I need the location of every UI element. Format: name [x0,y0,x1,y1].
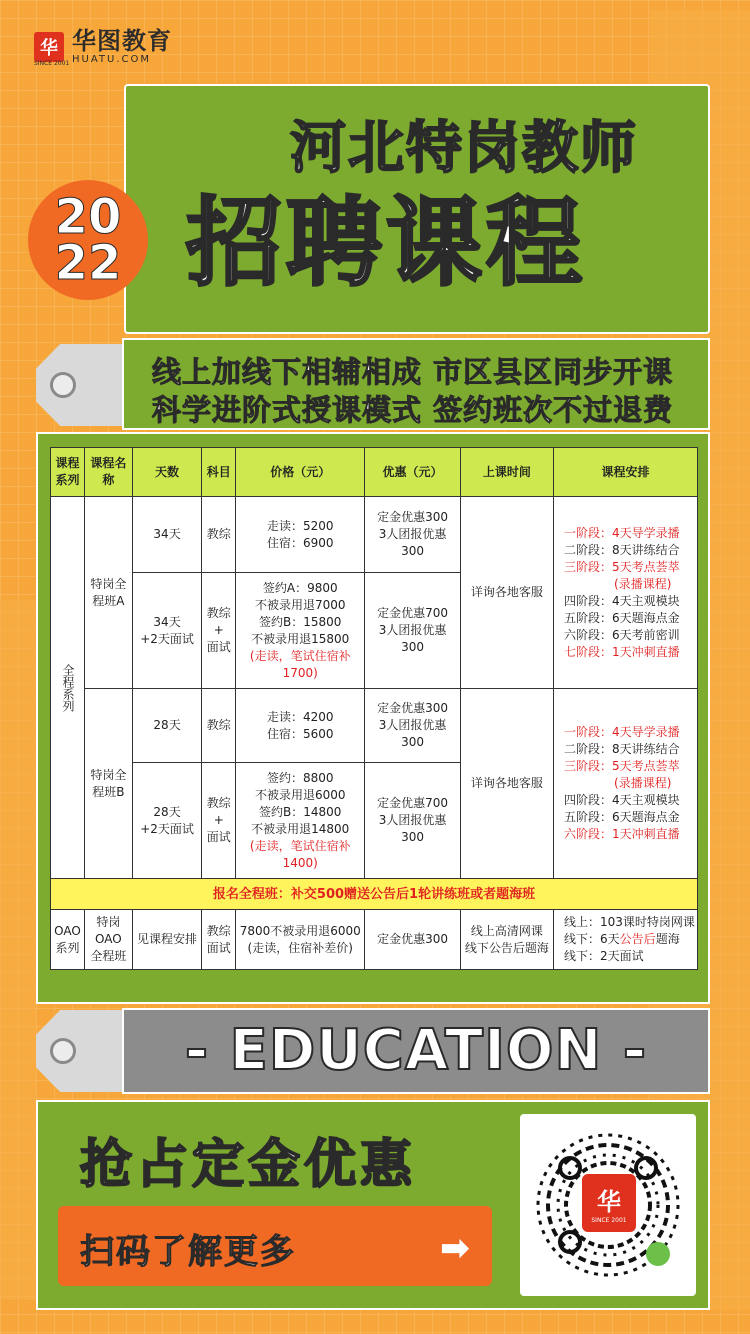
arrow-right-icon: ➡ [439,1228,470,1269]
class-a-r1-subject: 教综 [202,497,236,573]
header-time: 上课时间 [460,448,553,497]
slogan-line2: 科学进阶式授课模式 签约班次不过退费 [152,393,674,427]
table-row [51,497,698,573]
background-letter-decoration-left [0,600,36,1300]
logo-chinese-name: 华图教育 [72,27,172,55]
class-a-schedule: 一阶段：4天导学录播 二阶段：8天讲练结合 三阶段：5天考点荟萃 (录播课程) 四阶段：4天主观模块 五阶段：6天题海点金 六阶段：6天考前密训 七阶段：1天冲刺直播 [554,497,698,689]
class-b-r2-days: 28天 +2天面试 [132,763,202,879]
class-b-r1-days: 28天 [132,689,202,763]
class-a-r1-discount: 定金优惠300 3人团报优惠300 [365,497,460,573]
banner-row [51,879,698,910]
year-bottom: 22 [54,235,122,291]
tag-hole-icon [50,1038,76,1064]
class-b-r2-subject: 教综 + 面试 [202,763,236,879]
logo-mark-icon: 华 [34,32,64,62]
year-top: 20 [54,189,122,245]
table-row [51,910,698,970]
class-b-r2-discount: 定金优惠700 3人团报优惠300 [365,763,460,879]
class-b-r2-price: 签约：8800 不被录用退6000 签约B：14800 不被录用退14800 (走读，笔试住宿补 1400) [236,763,365,879]
class-b-schedule: 一阶段：4天导学录播 二阶段：8天讲练结合 三阶段：5天考点荟萃 (录播课程) 四阶段：4天主观模块 五阶段：6天题海点金 六阶段：1天冲刺直播 [554,689,698,879]
course-table [50,447,698,970]
class-b-name: 特岗全程班B [84,689,132,879]
class-a-r1-price: 走读：5200 住宿：6900 [236,497,365,573]
huatu-logo [34,28,172,65]
hero-title-line1: 河北特岗教师 [290,116,638,181]
header-subject: 科目 [202,448,236,497]
header-days: 天数 [132,448,202,497]
oao-series: OAO 系列 [51,910,85,970]
slogan-panel [122,338,710,430]
deposit-promo-title: 抢占定金优惠 [80,1135,417,1195]
education-text: - EDUCATION - [184,1018,648,1083]
class-a-r2-days: 34天 +2天面试 [132,573,202,689]
year-badge [28,180,148,300]
qr-center-logo: 华 SINCE 2001 [582,1174,636,1232]
class-b-r1-price: 走读：4200 住宿：5600 [236,689,365,763]
logo-domain: HUATU.COM [72,54,151,65]
class-a-time: 详询各地客服 [460,497,553,689]
oao-price: 7800不被录用退6000 (走读，住宿补差价) [236,910,365,970]
table-row [51,689,698,763]
slogan-line1: 线上加线下相辅相成 市区县区同步开课 [152,355,674,389]
class-b-r1-discount: 定金优惠300 3人团报优惠300 [365,689,460,763]
class-a-r2-price: 签约A：9800 不被录用退7000 签约B：15800 不被录用退15800 (走读，笔试住宿补 1700) [236,573,365,689]
class-a-r1-days: 34天 [132,497,202,573]
scan-more-button[interactable] [58,1206,492,1286]
full-course-banner: 报名全程班：补交500赠送公告后1轮讲练班或者题海班 [51,879,698,910]
header-name: 课程名称 [84,448,132,497]
tag-hole-icon [50,372,76,398]
oao-time: 线上高清网课 线下公告后题海 [460,910,553,970]
oao-subject: 教综 面试 [202,910,236,970]
class-a-name: 特岗全程班A [84,497,132,689]
header-schedule: 课程安排 [554,448,698,497]
header-series: 课程系列 [51,448,85,497]
header-price: 价格（元） [236,448,365,497]
class-a-r2-discount: 定金优惠700 3人团报优惠300 [365,573,460,689]
hero-title-line2: 招聘课程 [186,187,586,299]
oao-schedule: 线上：103课时特岗网课 线下：6天公告后题海 线下：2天面试 [554,910,698,970]
qr-code[interactable] [520,1114,696,1296]
scan-label: 扫码了解更多 [80,1232,296,1272]
oao-days: 见课程安排 [132,910,202,970]
table-header-row [51,448,698,497]
class-a-r2-subject: 教综 + 面试 [202,573,236,689]
oao-name: 特岗 OAO 全程班 [84,910,132,970]
series-full: 全程系列 [51,497,85,879]
class-b-time: 详询各地客服 [460,689,553,879]
header-discount: 优惠（元） [365,448,460,497]
oao-discount: 定金优惠300 [365,910,460,970]
logo-since: SINCE 2001 [34,60,70,67]
class-b-r1-subject: 教综 [202,689,236,763]
